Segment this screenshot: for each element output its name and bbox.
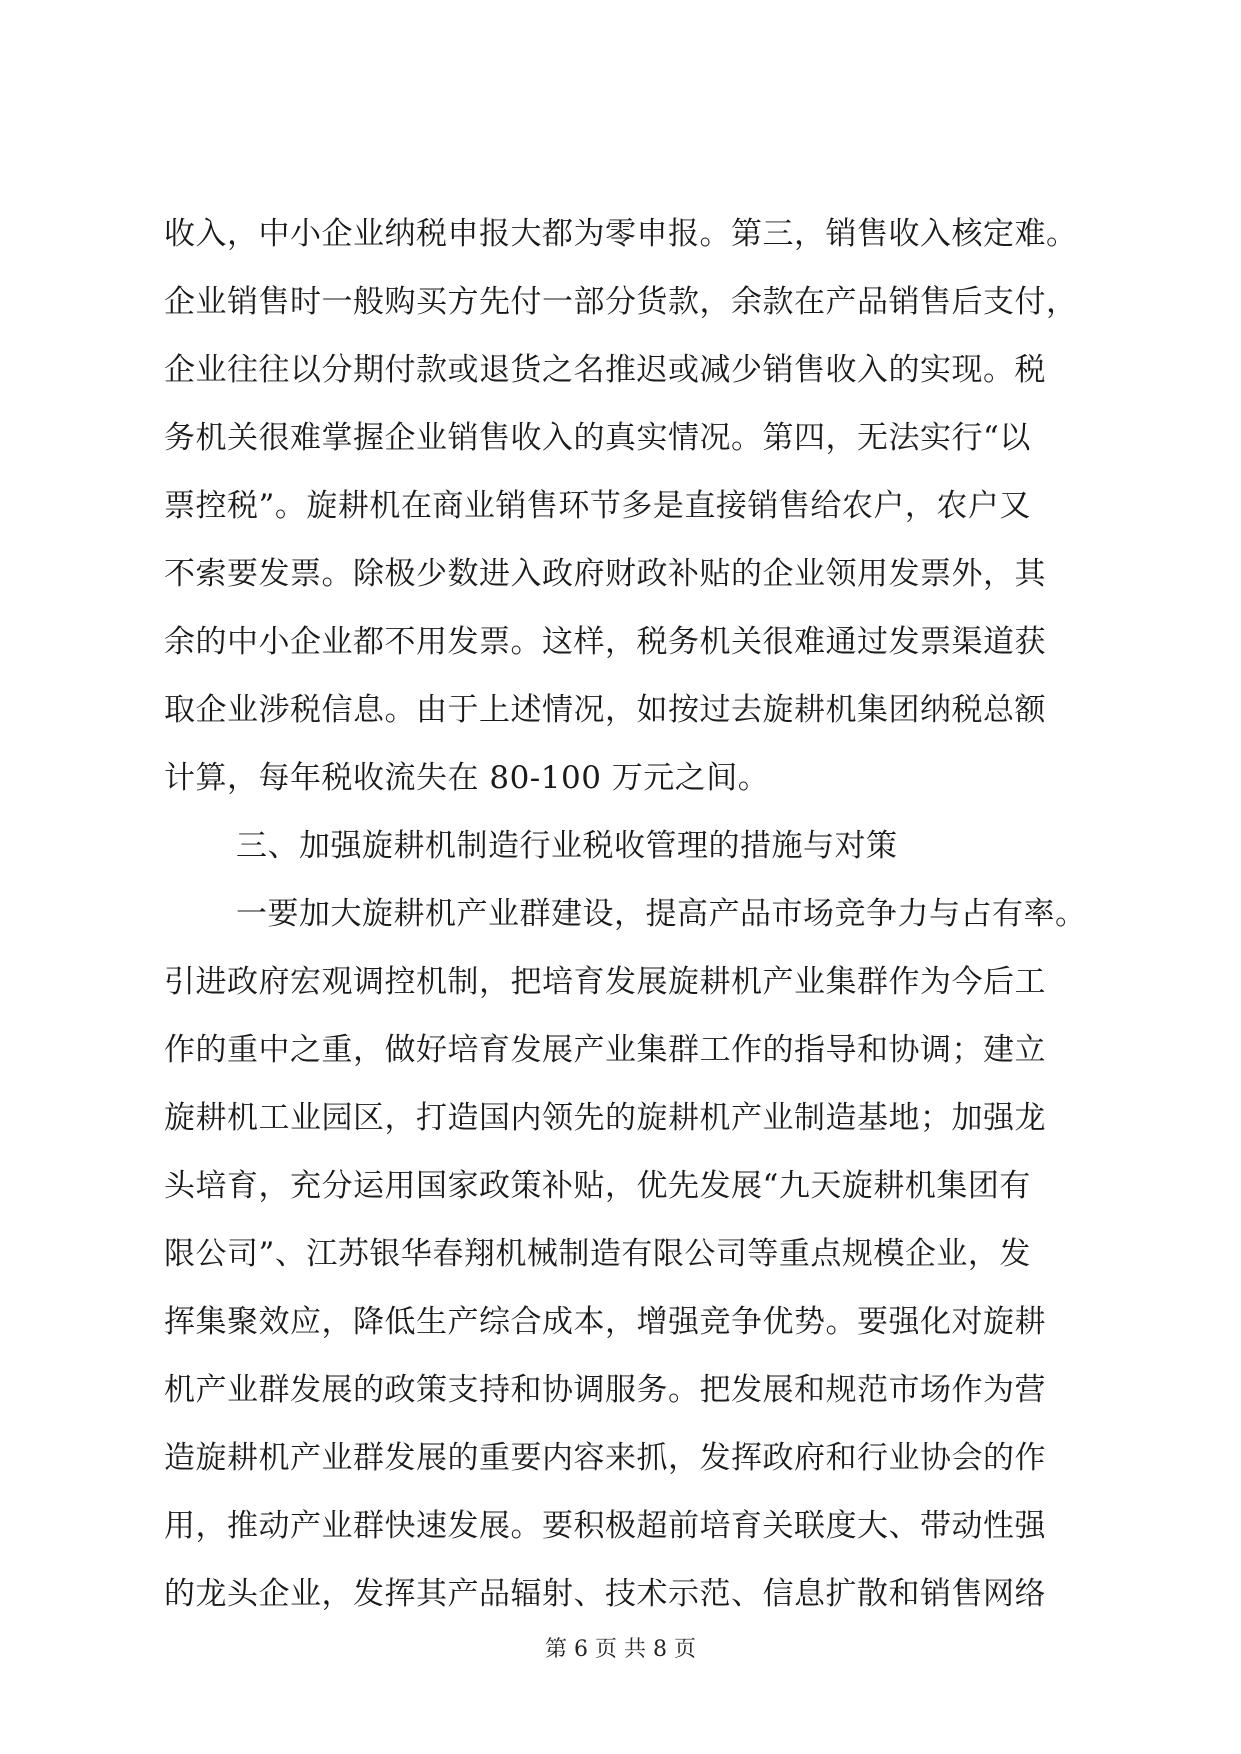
text-line: 取企业涉税信息。由于上述情况，如按过去旋耕机集团纳税总额 — [164, 692, 1046, 728]
text-line: 不索要发票。除极少数进入政府财政补贴的企业领用发票外，其 — [164, 556, 1046, 592]
text-line: 务机关很难掌握企业销售收入的真实情况。第四，无法实行“以 — [164, 420, 1031, 456]
text-line: 企业销售时一般购买方先付一部分货款，余款在产品销售后支付， — [164, 284, 1078, 320]
text-line: 的龙头企业，发挥其产品辐射、技术示范、信息扩散和销售网络 — [164, 1576, 1046, 1612]
text-line: 余的中小企业都不用发票。这样，税务机关很难通过发票渠道获 — [164, 624, 1046, 660]
text-line: 头培育，充分运用国家政策补贴，优先发展“九天旋耕机集团有 — [164, 1168, 1031, 1204]
text-line: 计算，每年税收流失在 80-100 万元之间。 — [164, 760, 770, 796]
section-heading: 三、加强旋耕机制造行业税收管理的措施与对策 — [236, 828, 898, 864]
text-line: 旋耕机工业园区，打造国内领先的旋耕机产业制造基地；加强龙 — [164, 1100, 1046, 1136]
text-line: 一要加大旋耕机产业群建设，提高产品市场竞争力与占有率。 — [236, 896, 1087, 932]
text-line: 企业往往以分期付款或退货之名推迟或减少销售收入的实现。税 — [164, 352, 1046, 388]
text-line: 用，推动产业群快速发展。要积极超前培育关联度大、带动性强 — [164, 1508, 1046, 1544]
text-line: 作的重中之重，做好培育发展产业集群工作的指导和协调；建立 — [164, 1032, 1046, 1068]
text-line: 引进政府宏观调控机制，把培育发展旋耕机产业集群作为今后工 — [164, 964, 1046, 1000]
page-number-footer: 第 6 页 共 8 页 — [545, 1637, 696, 1662]
text-line: 造旋耕机产业群发展的重要内容来抓，发挥政府和行业协会的作 — [164, 1440, 1046, 1476]
text-line: 限公司”、江苏银华春翔机械制造有限公司等重点规模企业，发 — [164, 1236, 1031, 1272]
text-line: 票控税”。旋耕机在商业销售环节多是直接销售给农户，农户又 — [164, 488, 1031, 524]
text-line: 收入，中小企业纳税申报大都为零申报。第三，销售收入核定难。 — [164, 216, 1078, 252]
text-line: 机产业群发展的政策支持和协调服务。把发展和规范市场作为营 — [164, 1372, 1046, 1408]
text-line: 挥集聚效应，降低生产综合成本，增强竞争优势。要强化对旋耕 — [164, 1304, 1046, 1340]
